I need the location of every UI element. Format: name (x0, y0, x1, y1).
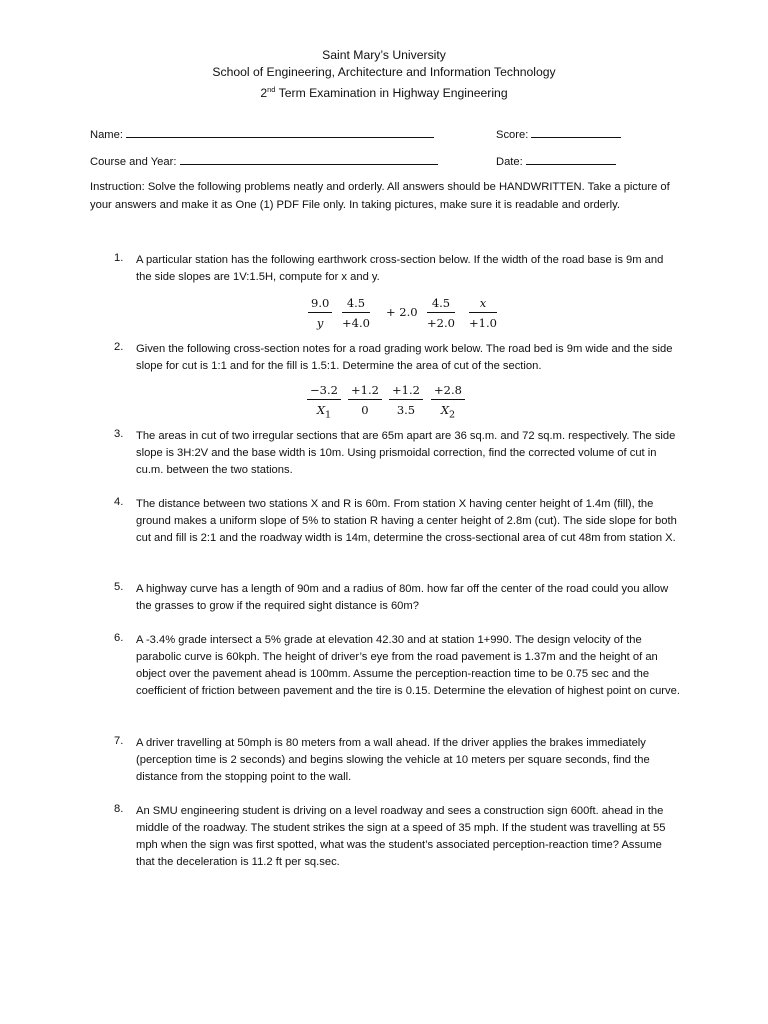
university-name: Saint Mary’s University (322, 48, 446, 62)
cross-section-notes-1 (0, 296, 768, 332)
problem-text: A driver travelling at 50mph is 80 meters from a wall ahead. If the driver applies the brakes immediately (perception time is 2 seconds) and begins slowing the vehicle at 10 meters per square seconds, find the distance from the stopping point to the wall. (136, 737, 650, 783)
problem-5 (90, 581, 680, 615)
center-height: + 2.0 (386, 305, 418, 319)
problem-1 (90, 252, 680, 286)
cross-section-notes-2 (0, 383, 768, 419)
problem-6 (90, 632, 680, 700)
course-blank-line[interactable] (180, 153, 438, 165)
fraction: $\frac{+1.2}{3.5}$ (389, 383, 423, 417)
problem-text: An SMU engineering student is driving on a level roadway and sees a construction sign 600ft. ahead in the middle of the roadway. The student strikes the sign at a speed of 35 mph. If the student was travelling at 55 mph when the sign was first spotted, what was the student’s associated perception-reaction time? Assume that the deceleration is 11.2 ft per sq.sec. (136, 805, 666, 868)
problem-3 (90, 428, 680, 479)
document-header (0, 47, 768, 102)
exam-title-text: Term Examination in Highway Engineering (275, 86, 508, 101)
date-label: Date: (496, 156, 523, 168)
problem-number: 7. (114, 735, 124, 747)
problem-text: The distance between two stations X and R is 60m. From station X having center height of 1.4m (fill), the ground makes a uniform slope of 5% to station R having a center height of 2.8m (cut). The side slope for both cut and fill is 2:1 and the roadway width is 14m, determine the cross-sectional area of cut 48m from station X. (136, 498, 677, 544)
date-field[interactable] (496, 153, 616, 168)
fraction: $\frac{x}{+1.0}$ (469, 296, 497, 330)
school-name: School of Engineering, Architecture and Information Technology (212, 65, 556, 79)
problem-number: 4. (114, 496, 124, 508)
problem-text: The areas in cut of two irregular sections that are 65m apart are 36 sq.m. and 72 sq.m. respectively. The side slope is 3H:2V and the base width is 10m. Using prismoidal correction, find the corrected volume of cut in cu.m. between the two stations. (136, 430, 676, 476)
exam-title (0, 81, 768, 102)
score-label: Score: (496, 129, 529, 141)
problem-8 (90, 803, 680, 871)
fraction: $\frac{4.5}{+2.0}$ (427, 296, 455, 330)
name-blank-line[interactable] (126, 126, 434, 138)
problem-7 (90, 735, 680, 786)
problem-text: A -3.4% grade intersect a 5% grade at elevation 42.30 and at station 1+990. The design velocity of the parabolic curve is 60kph. The height of driver’s eye from the road pavement is 1.37m and the height of an object over the pavement ahead is 100mm. Assume the perception-reaction time to be 0.75 sec and the coefficient of friction between pavement and the tire is 0.15. Determine the elevation of highest point on curve. (136, 634, 680, 697)
fraction: $\frac{+1.2}{0}$ (348, 383, 382, 417)
term-suffix: nd (267, 85, 276, 94)
fraction: $\frac{+2.8}{X_2}$ (431, 383, 465, 420)
problem-number: 3. (114, 428, 124, 440)
problem-2 (90, 341, 680, 375)
problem-text: A highway curve has a length of 90m and a radius of 80m. how far off the center of the road could you allow the grasses to grow if the required sight distance is 60m? (136, 583, 669, 612)
score-blank-line[interactable] (531, 126, 621, 138)
problem-number: 6. (114, 632, 124, 644)
fraction: $\frac{-3.2}{X_1}$ (307, 383, 341, 420)
score-field[interactable] (496, 126, 621, 141)
problem-text: Given the following cross-section notes for a road grading work below. The road bed is 9m wide and the side slope for cut is 1:1 and for the fill is 1.5:1. Determine the area of cut of the section. (136, 343, 673, 372)
term-number: 2 (260, 86, 268, 101)
problem-number: 5. (114, 581, 124, 593)
date-blank-line[interactable] (526, 153, 616, 165)
course-label: Course and Year: (90, 156, 177, 168)
problem-number: 2. (114, 341, 124, 353)
fraction: $\frac{4.5}{+4.0}$ (342, 296, 370, 330)
name-field[interactable] (90, 126, 434, 141)
fraction: $\frac{9.0}{y}$ (308, 296, 332, 330)
instruction-text: Instruction: Solve the following problems neatly and orderly. All answers should be HANDWRITTEN. Take a picture of your answers and make it as One (1) PDF File only. In taking pictures, make sure it is readable and orderly. (90, 181, 670, 211)
problem-text: A particular station has the following earthwork cross-section below. If the width of the road base is 9m and the side slopes are 1V:1.5H, compute for x and y. (136, 254, 664, 283)
course-field[interactable] (90, 153, 438, 168)
problem-4 (90, 496, 680, 547)
problem-number: 1. (114, 252, 124, 264)
problem-number: 8. (114, 803, 124, 815)
name-label: Name: (90, 129, 123, 141)
